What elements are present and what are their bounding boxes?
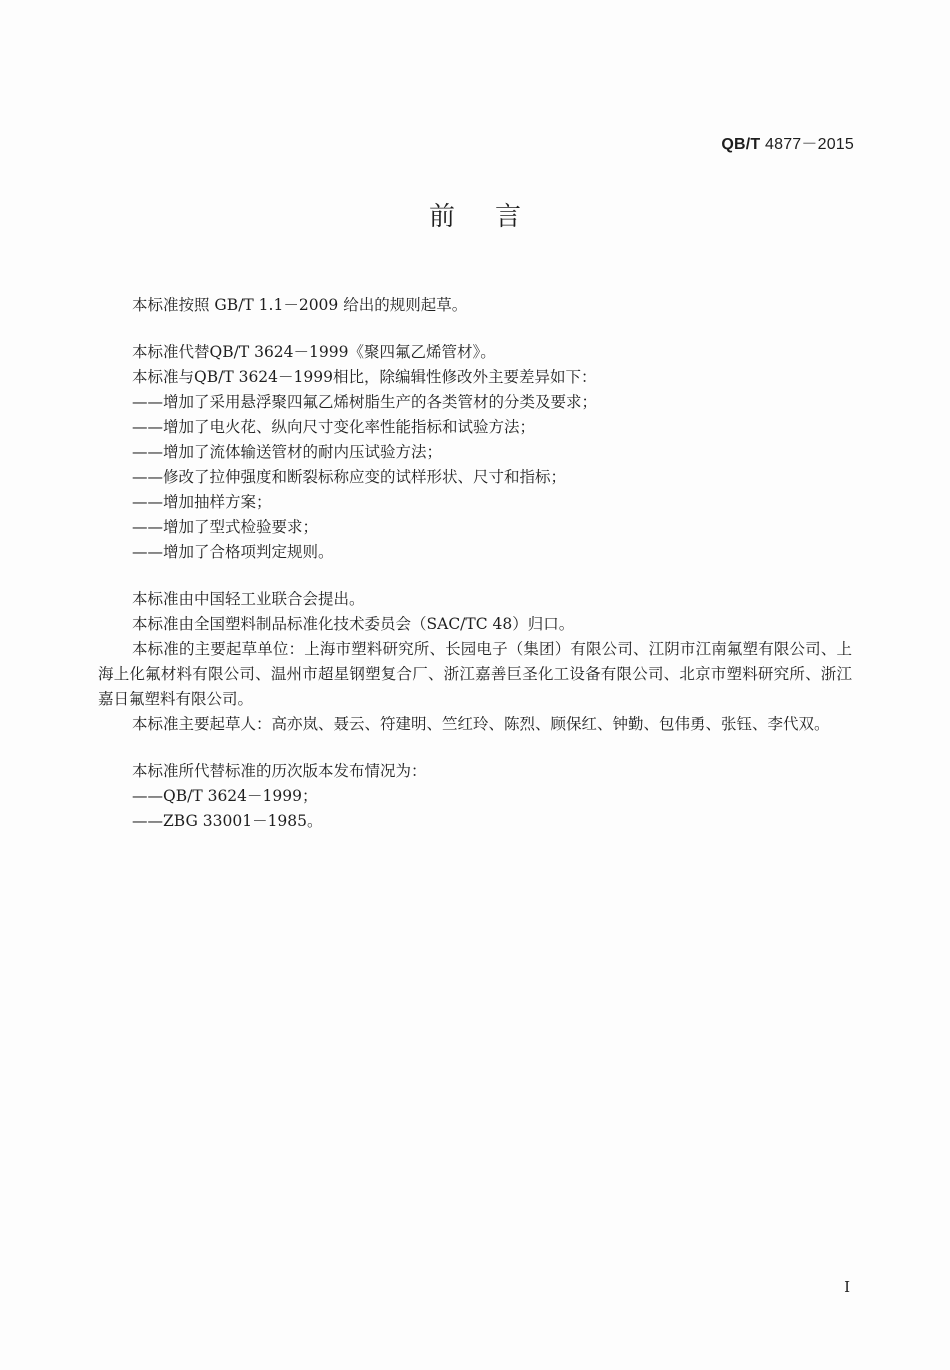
paragraph-proposed-by: 本标准由中国轻工业联合会提出。	[132, 590, 365, 608]
paragraph-drafters: 本标准主要起草人：高亦岚、聂云、符建明、竺红玲、陈烈、顾保红、钟勤、包伟勇、张钰、李代双。	[132, 715, 830, 733]
paragraph-drafting-units: 本标准的主要起草单位：上海市塑料研究所、长园电子（集团）有限公司、江阴市江南氟塑有限公司、上海上化氟材料有限公司、温州市超星钢塑复合厂、浙江嘉善巨圣化工设备有限公司、北京市塑料研究所、浙江嘉日氟塑料有限公司。	[98, 640, 852, 708]
foreword-body	[98, 293, 852, 834]
change-item: ——增加了合格项判定规则。	[132, 543, 334, 561]
change-item: ——增加了型式检验要求；	[132, 518, 319, 536]
standard-code-prefix: QB/T	[721, 136, 761, 153]
change-item: ——修改了拉伸强度和断裂标称应变的试样形状、尺寸和指标；	[132, 468, 567, 486]
change-item: ——增加了流体输送管材的耐内压试验方法；	[132, 443, 443, 461]
standard-code	[721, 131, 854, 154]
page-number: I	[844, 1278, 850, 1296]
paragraph-differences: 本标准与QB/T 3624－1999相比，除编辑性修改外主要差异如下：	[132, 368, 597, 386]
page-title: 前言	[428, 202, 561, 232]
history-item: ——QB/T 3624－1999；	[132, 787, 318, 805]
paragraph-centralized-by: 本标准由全国塑料制品标准化技术委员会（SAC/TC 48）归口。	[132, 615, 575, 633]
paragraph-replaces: 本标准代替QB/T 3624－1999《聚四氟乙烯管材》。	[132, 343, 496, 361]
change-item: ——增加了电火花、纵向尺寸变化率性能指标和试验方法；	[132, 418, 536, 436]
history-item: ——ZBG 33001－1985。	[132, 812, 323, 830]
change-item: ——增加抽样方案；	[132, 493, 272, 511]
change-item: ——增加了采用悬浮聚四氟乙烯树脂生产的各类管材的分类及要求；	[132, 393, 598, 411]
paragraph-history-intro: 本标准所代替标准的历次版本发布情况为：	[132, 762, 427, 780]
standard-code-number: 4877－2015	[765, 136, 854, 153]
paragraph-drafting-rules: 本标准按照 GB/T 1.1－2009 给出的规则起草。	[132, 296, 468, 314]
